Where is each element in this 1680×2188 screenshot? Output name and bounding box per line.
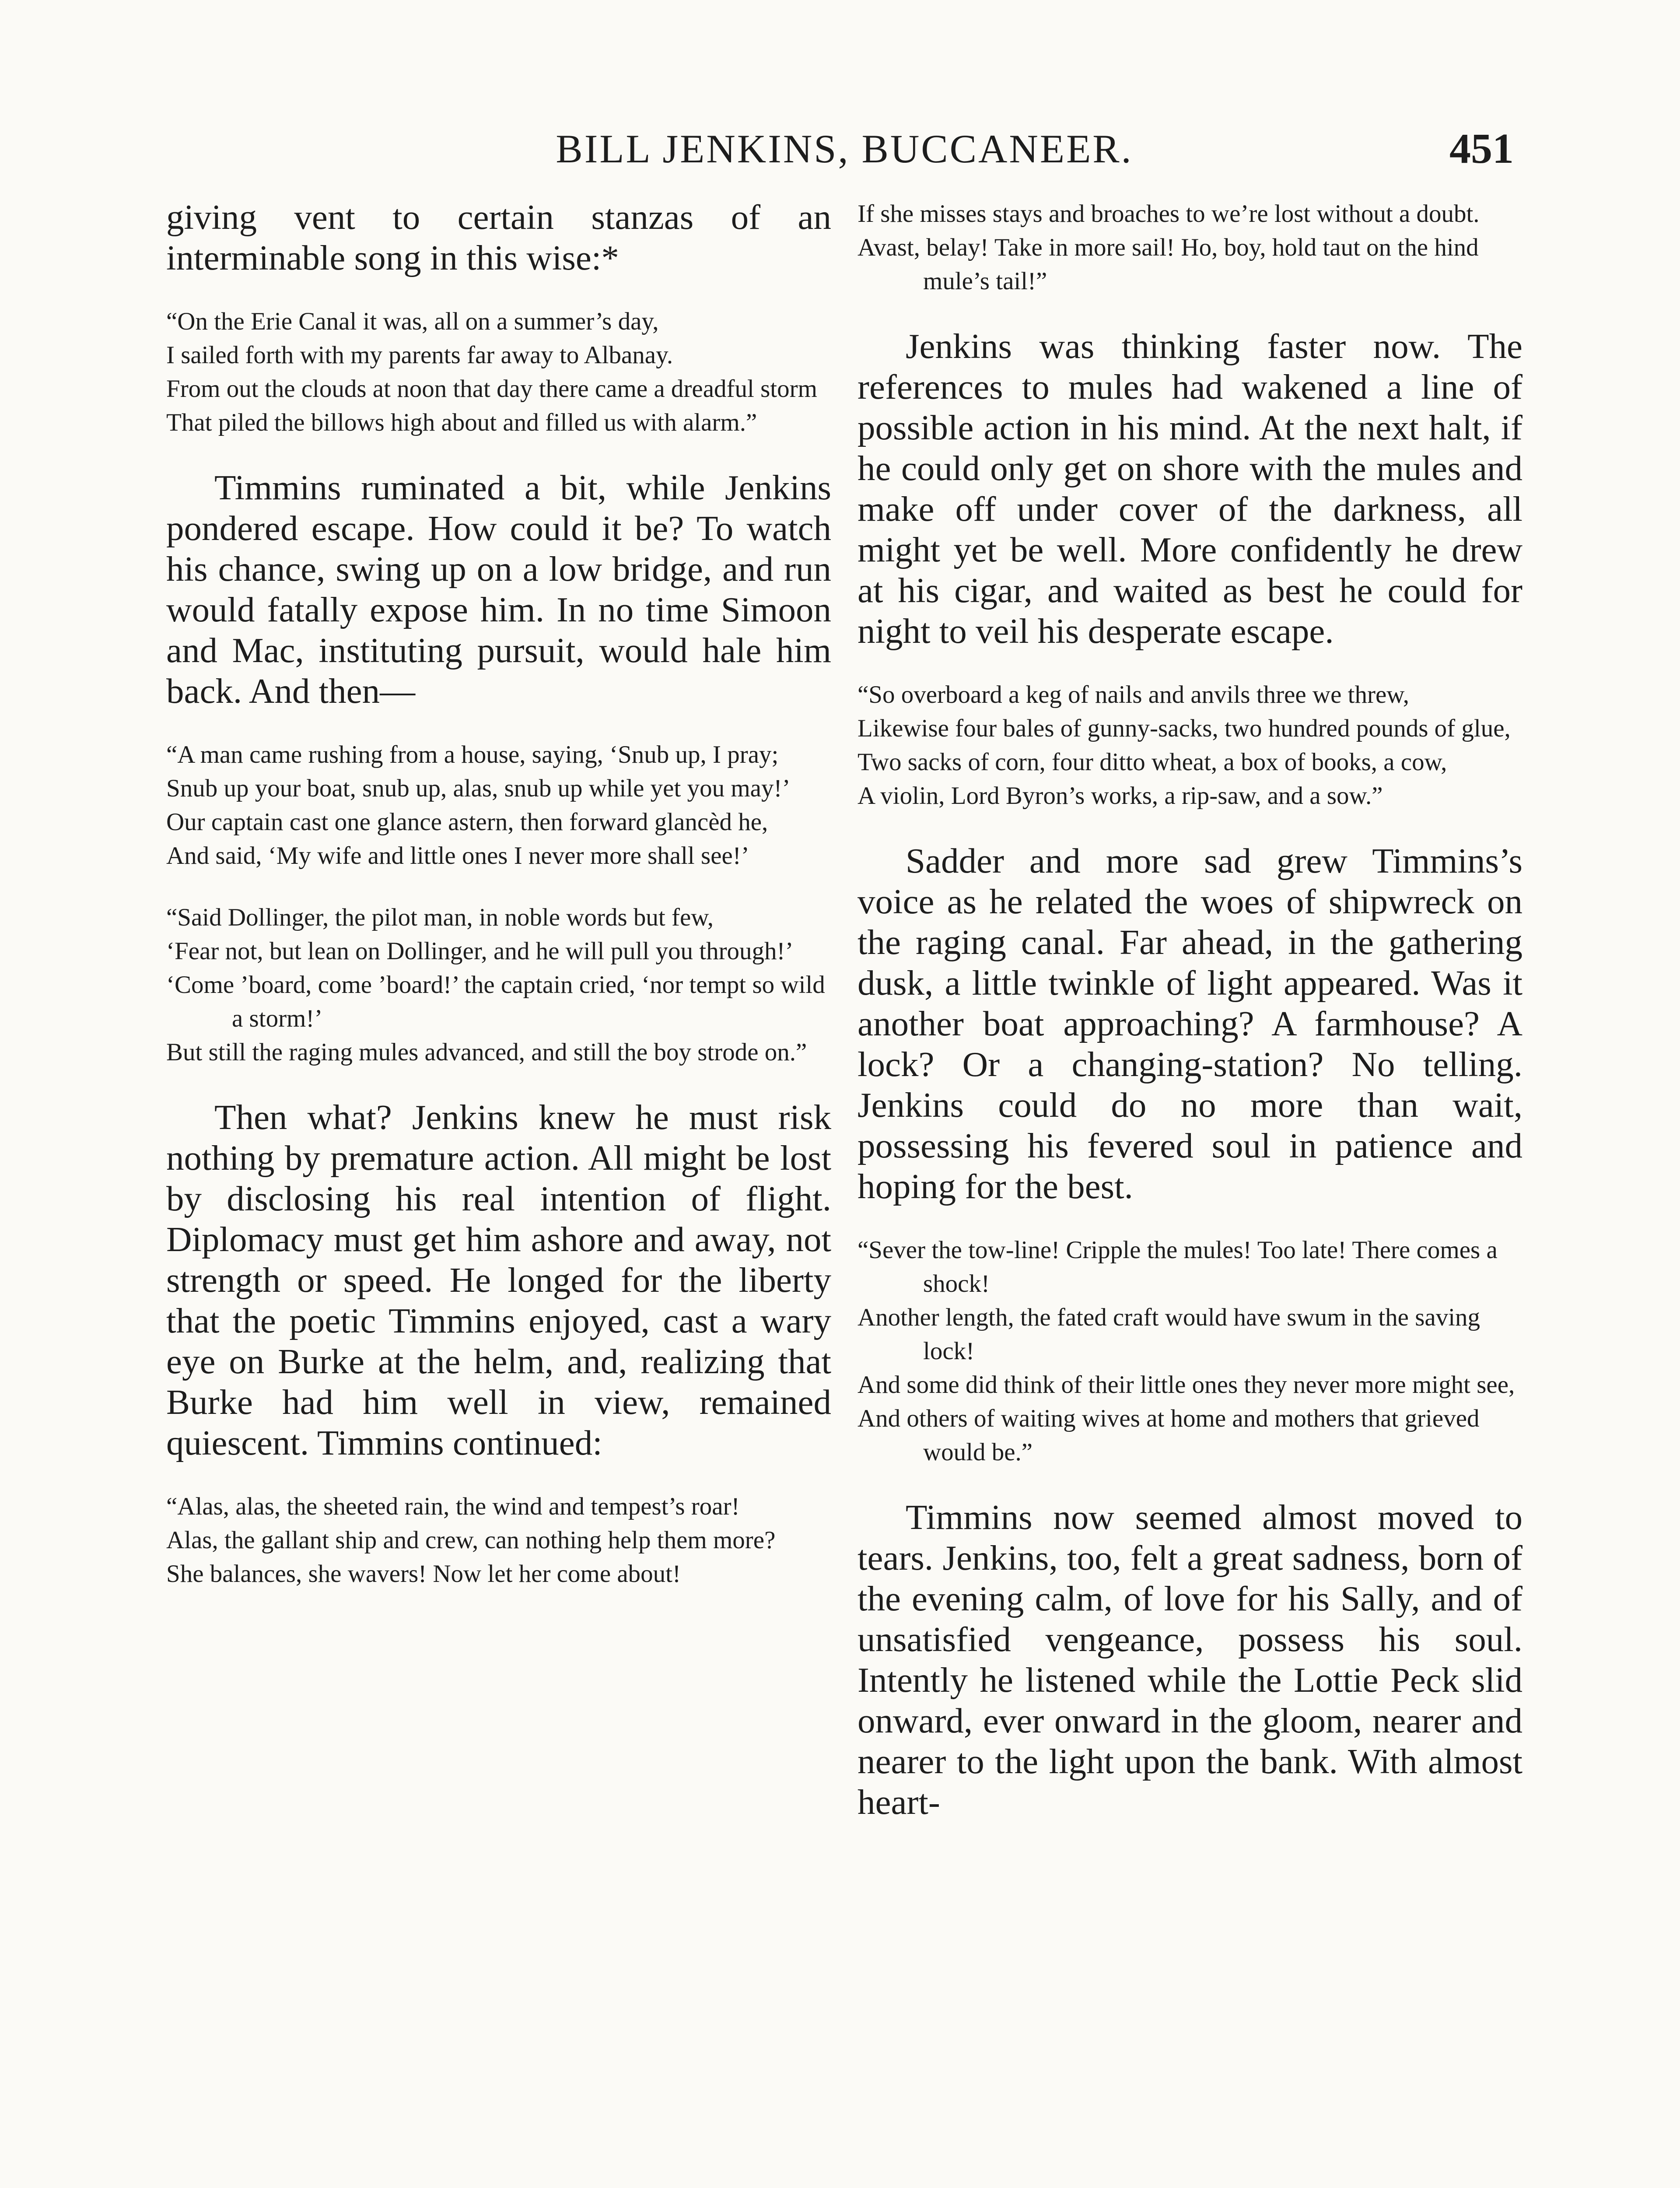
verse-line: And some did think of their little ones they never more might see,	[858, 1371, 1515, 1399]
verse-line: Avast, belay! Take in more sail! Ho, boy, hold taut on the hind mule’s tail!”	[858, 234, 1479, 295]
verse-line: That piled the billows high about and filled us with alarm.”	[166, 409, 757, 436]
paragraph: Timmins ruminated a bit, while Jenkins pondered escape. How could it be? To watch his chance, swing up on a low bridge, and run would fatally expose him. In no time Simoon and Mac, instituting pursuit, would hale him back. And then—	[166, 468, 831, 711]
verse-line: And said, ‘My wife and little ones I never more shall see!’	[166, 842, 749, 870]
poem-stanza	[858, 1233, 1522, 1469]
verse-line: From out the clouds at noon that day there came a dreadful storm	[166, 375, 817, 403]
page-number: 451	[1449, 125, 1514, 172]
paragraph: Then what? Jenkins knew he must risk nothing by premature action. All might be lost by disclosing his real intention of flight. Diplomacy must get him ashore and away, not strength or speed. He longed for the liberty that the poetic Timmins enjoyed, cast a wary eye on Burke at the helm, and, realizing that Burke had him well in view, remained quiescent. Timmins continued:	[166, 1098, 831, 1462]
verse-line: I sailed forth with my parents far away to Albanay.	[166, 341, 673, 369]
poem-stanza	[166, 305, 831, 439]
verse-line: “Alas, alas, the sheeted rain, the wind and tempest’s roar!	[166, 1493, 740, 1520]
verse-line: If she misses stays and broaches to we’re lost without a doubt.	[858, 200, 1480, 228]
verse-line: ‘Come ’board, come ’board!’ the captain cried, ‘nor tempt so wild a storm!’	[166, 971, 825, 1032]
paragraph: Jenkins was thinking faster now. The references to mules had wakened a line of possible action in his mind. At the next halt, if he could only get on shore with the mules and make off under cover of the darkness, all might yet be well. More confidently he drew at his cigar, and waited as best he could for night to veil his desperate escape.	[858, 326, 1522, 651]
paragraph: giving vent to certain stanzas of an interminable song in this wise:*	[166, 197, 831, 277]
verse-line: ‘Fear not, but lean on Dollinger, and he will pull you through!’	[166, 937, 794, 965]
poem-stanza	[166, 901, 831, 1069]
verse-line: “Sever the tow-line! Cripple the mules! Too late! There comes a shock!	[858, 1236, 1498, 1297]
verse-line: “Said Dollinger, the pilot man, in noble words but few,	[166, 904, 714, 931]
poem-stanza	[166, 738, 831, 873]
verse-line: Snub up your boat, snub up, alas, snub up while yet you may!’	[166, 775, 791, 802]
poem-stanza	[858, 678, 1522, 813]
paragraph: Timmins now seemed almost moved to tears. Jenkins, too, felt a great sadness, born of the evening calm, of love for his Sally, and of unsatisfied vengeance, possess his soul. Intently he listened while the Lottie Peck slid onward, ever onward in the gloom, nearer and nearer to the light upon the bank. With almost heart-	[858, 1497, 1522, 1822]
verse-line: “So overboard a keg of nails and anvils three we threw,	[858, 681, 1409, 708]
verse-line: “A man came rushing from a house, saying, ‘Snub up, I pray;	[166, 741, 779, 768]
verse-line: But still the raging mules advanced, and still the boy strode on.”	[166, 1038, 807, 1066]
verse-line: Two sacks of corn, four ditto wheat, a box of books, a cow,	[858, 748, 1447, 776]
verse-line: A violin, Lord Byron’s works, a rip-saw, and a sow.”	[858, 782, 1383, 810]
paragraph: Sadder and more sad grew Timmins’s voice as he related the woes of shipwreck on the raging canal. Far ahead, in the gathering dusk, a little twinkle of light appeared. Was it another boat approaching? A farmhouse? A lock? Or a changing-station? No telling. Jenkins could do no more than wait, possessing his fevered soul in patience and hoping for the best.	[858, 841, 1522, 1206]
left-column	[166, 197, 831, 1619]
poem-stanza	[858, 197, 1522, 298]
verse-line: Alas, the gallant ship and crew, can nothing help them more?	[166, 1526, 776, 1554]
verse-line: Likewise four bales of gunny-sacks, two hundred pounds of glue,	[858, 715, 1511, 742]
poem-stanza	[166, 1490, 831, 1591]
verse-line: She balances, she wavers! Now let her come about!	[166, 1560, 681, 1588]
right-column	[858, 197, 1522, 1849]
verse-line: “On the Erie Canal it was, all on a summer’s day,	[166, 308, 659, 335]
verse-line: Our captain cast one glance astern, then forward glancèd he,	[166, 808, 768, 836]
running-title: BILL JENKINS, BUCCANEER.	[556, 126, 1133, 171]
verse-line: Another length, the fated craft would have swum in the saving lock!	[858, 1304, 1480, 1365]
verse-line: And others of waiting wives at home and mothers that grieved would be.”	[858, 1405, 1480, 1466]
page-header	[175, 118, 1514, 179]
